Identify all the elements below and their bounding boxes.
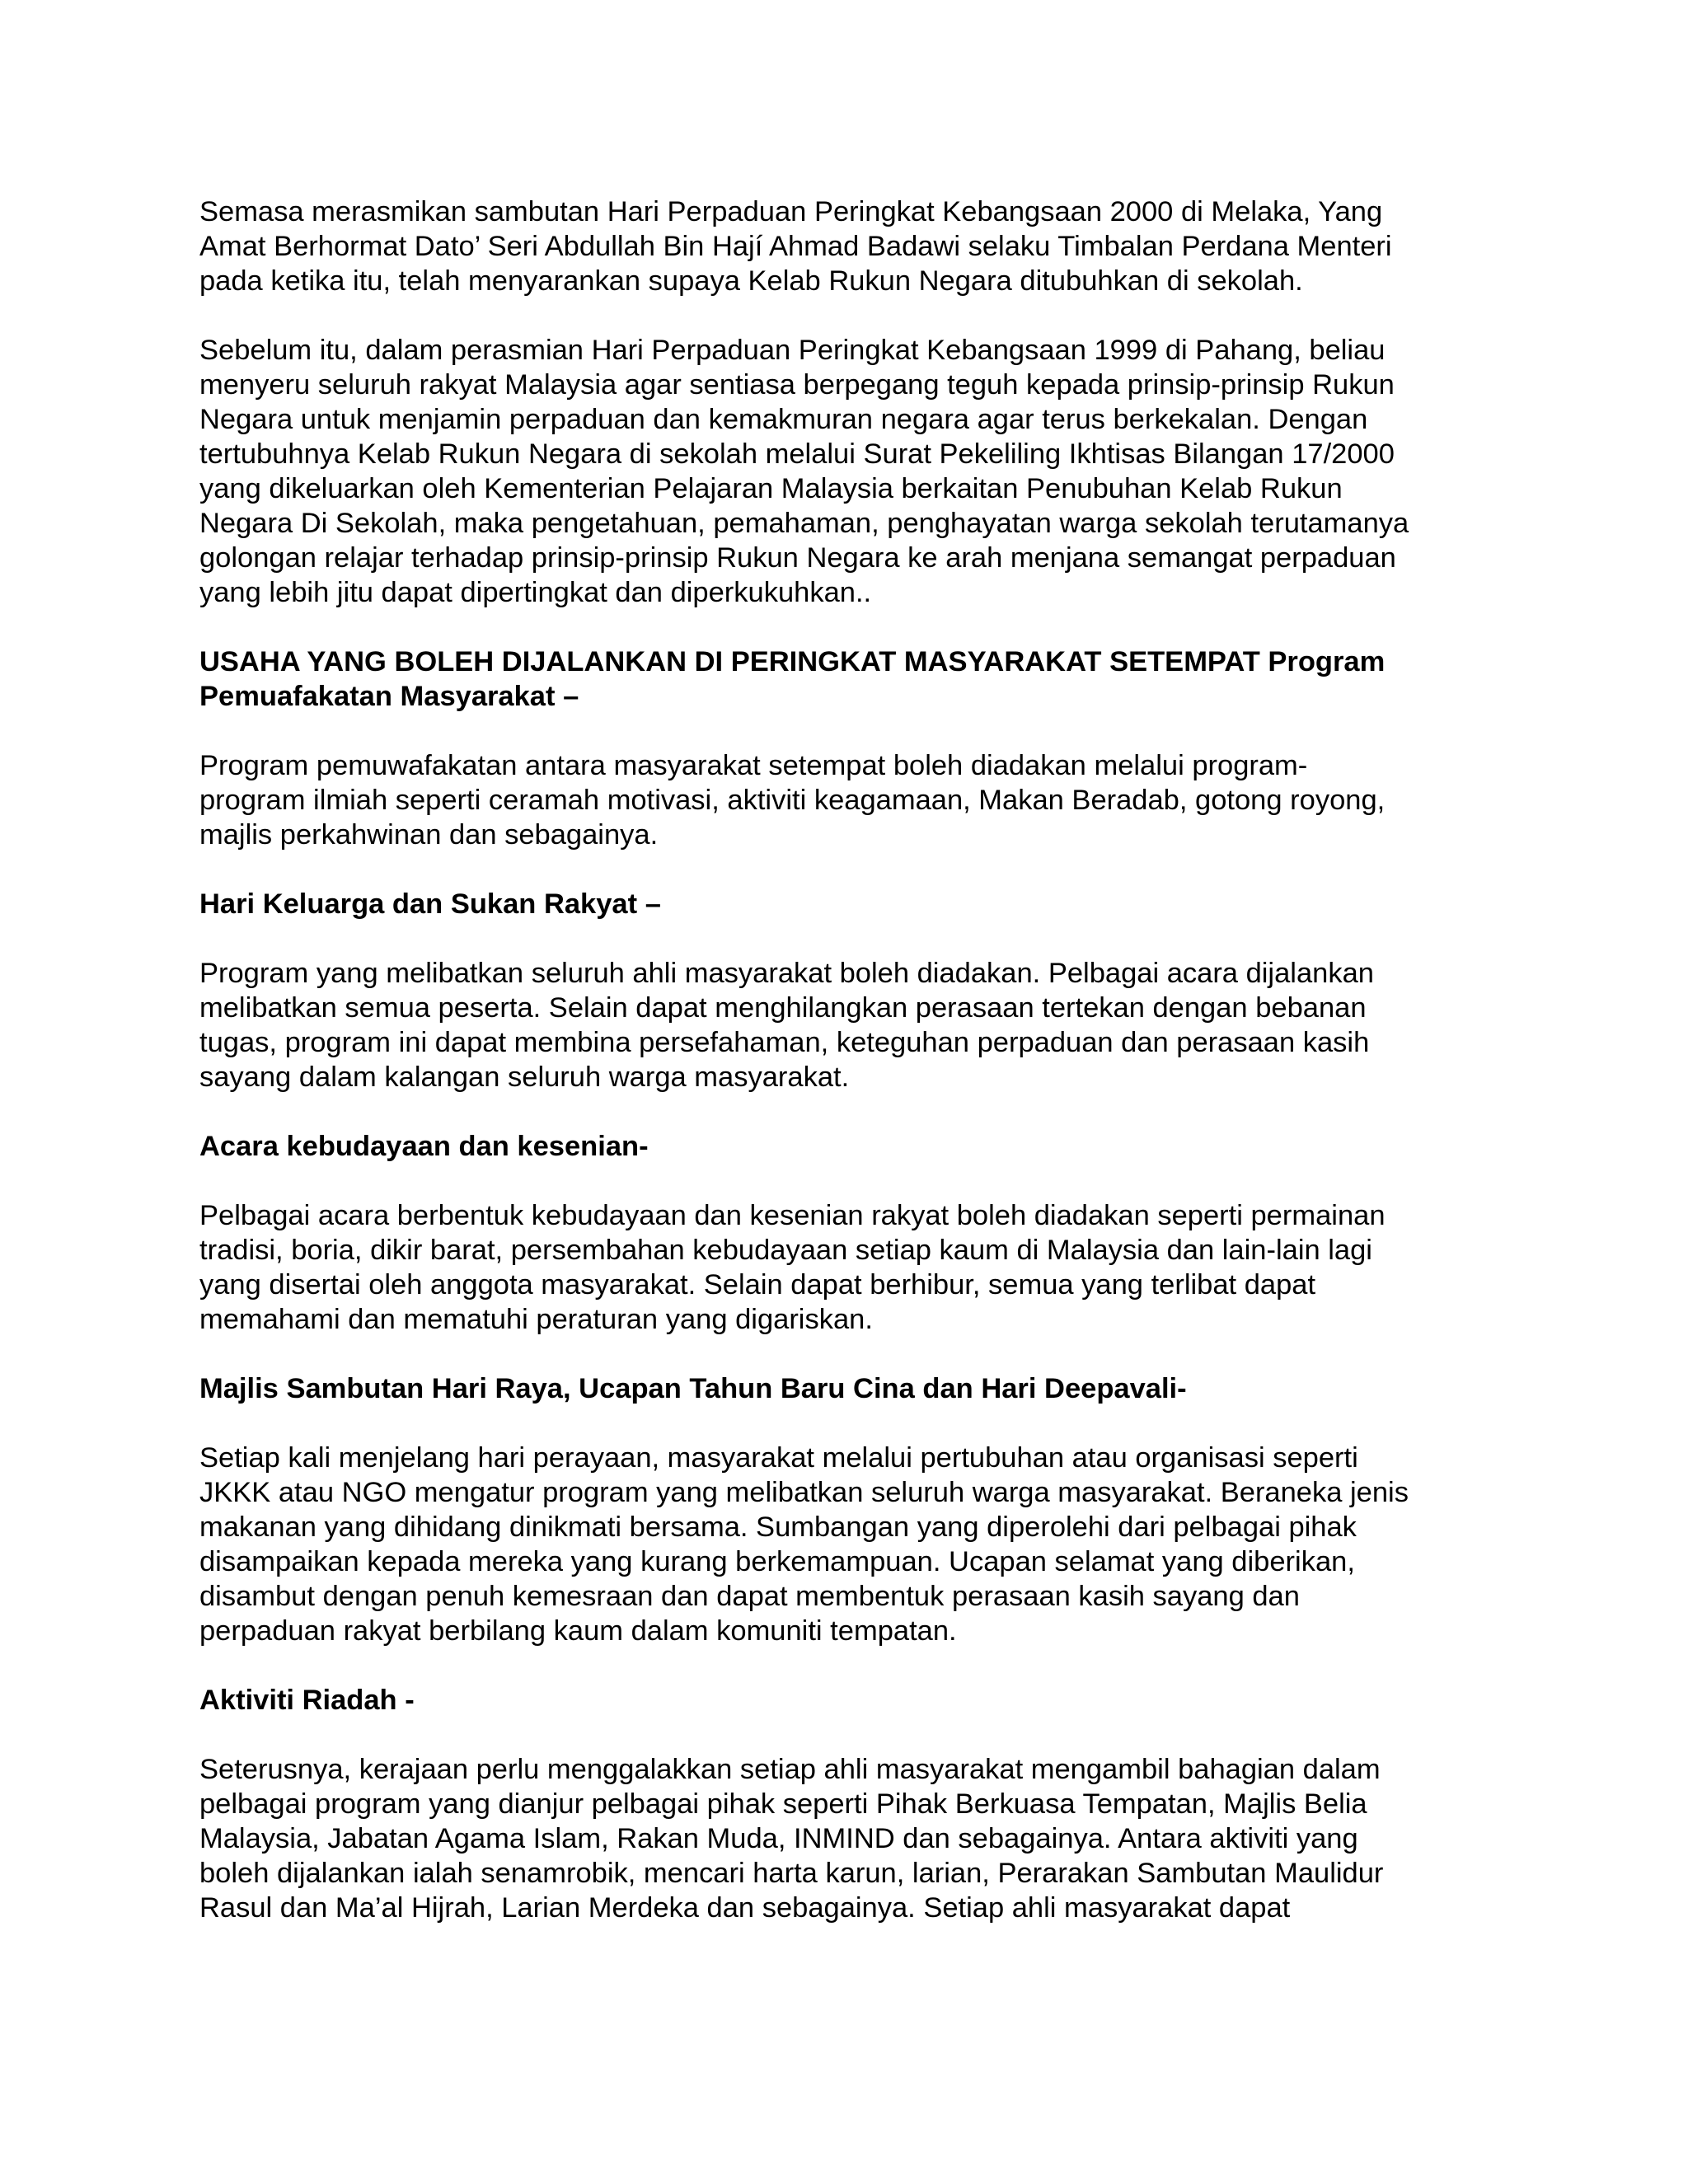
- heading-kebudayaan: Acara kebudayaan dan kesenian-: [199, 1131, 649, 1162]
- paragraph-aktiviti-riadah: Seterusnya, kerajaan perlu menggalakkan setiap ahli masyarakat mengambil bahagian dalam pelbagai program yang dianjur pelbagai pihak seperti Pihak Berkuasa Tempatan, Majlis Belia Malaysia, Jabatan Agama Islam, Rakan Muda, INMIND dan sebagainya. Antara aktiviti yang boleh dijalankan ialah senamrobik, mencari harta karun, larian, Perarakan Sambutan Maulidur Rasul dan Ma’al Hijrah, Larian Merdeka dan sebagainya. Setiap ahli masyarakat dapat: [199, 1754, 1384, 1924]
- paragraph-intro-1999: Sebelum itu, dalam perasmian Hari Perpaduan Peringkat Kebangsaan 1999 di Pahang, beliau menyeru seluruh rakyat Malaysia agar sentiasa berpegang teguh kepada prinsip-prinsip Rukun Negara untuk menjamin perpaduan dan kemakmuran negara agar terus berkekalan. Dengan tertubuhnya Kelab Rukun Negara di sekolah melalui Surat Pekeliling Ikhtisas Bilangan 17/2000 yang dikeluarkan oleh Kementerian Pelajaran Malaysia berkaitan Penubuhan Kelab Rukun Negara Di Sekolah, maka pengetahuan, pemahaman, penghayatan warga sekolah terutamanya golongan relajar terhadap prinsip-prinsip Rukun Negara ke arah menjana semangat perpaduan yang lebih jitu dapat dipertingkat dan diperkukuhkan..: [199, 335, 1409, 608]
- paragraph-pemuafakatan: Program pemuwafakatan antara masyarakat setempat boleh diadakan melalui program- program ilmiah seperti ceramah motivasi, aktiviti keagamaan, Makan Beradab, gotong royong, majlis perkahwinan dan sebagainya.: [199, 750, 1386, 851]
- heading-majlis-sambutan: Majlis Sambutan Hari Raya, Ucapan Tahun Baru Cina dan Hari Deepavali-: [199, 1373, 1187, 1404]
- paragraph-intro-2000: Semasa merasmikan sambutan Hari Perpaduan Peringkat Kebangsaan 2000 di Melaka, Yang Amat Berhormat Dato’ Seri Abdullah Bin Hají Ahmad Badawi selaku Timbalan Perdana Menteri pada ketika itu, telah menyarankan supaya Kelab Rukun Negara ditubuhkan di sekolah.: [199, 196, 1392, 297]
- heading-hari-keluarga: Hari Keluarga dan Sukan Rakyat –: [199, 888, 661, 920]
- paragraph-hari-keluarga: Program yang melibatkan seluruh ahli masyarakat boleh diadakan. Pelbagai acara dijalankan melibatkan semua peserta. Selain dapat menghilangkan perasaan tertekan dengan bebanan tugas, program ini dapat membina persefahaman, keteguhan perpaduan dan perasaan kasih sayang dalam kalangan seluruh warga masyarakat.: [199, 958, 1374, 1093]
- paragraph-kebudayaan: Pelbagai acara berbentuk kebudayaan dan kesenian rakyat boleh diadakan seperti permainan tradisi, boria, dikir barat, persembahan kebudayaan setiap kaum di Malaysia dan lain-lain lagi yang disertai oleh anggota masyarakat. Selain dapat berhibur, semua yang terlibat dapat memahami dan mematuhi peraturan yang digariskan.: [199, 1200, 1386, 1335]
- document-page: [199, 194, 1502, 1960]
- paragraph-majlis-sambutan: Setiap kali menjelang hari perayaan, masyarakat melalui pertubuhan atau organisasi seperti JKKK atau NGO mengatur program yang melibatkan seluruh warga masyarakat. Beraneka jenis makanan yang dihidang dinikmati bersama. Sumbangan yang diperolehi dari pelbagai pihak disampaikan kepada mereka yang kurang berkemampuan. Ucapan selamat yang diberikan, disambut dengan penuh kemesraan dan dapat membentuk perasaan kasih sayang dan perpaduan rakyat berbilang kaum dalam komuniti tempatan.: [199, 1442, 1409, 1647]
- heading-aktiviti-riadah: Aktiviti Riadah -: [199, 1685, 415, 1716]
- heading-usaha-masyarakat: USAHA YANG BOLEH DIJALANKAN DI PERINGKAT MASYARAKAT SETEMPAT Program Pemuafakatan Masyarakat –: [199, 646, 1386, 712]
